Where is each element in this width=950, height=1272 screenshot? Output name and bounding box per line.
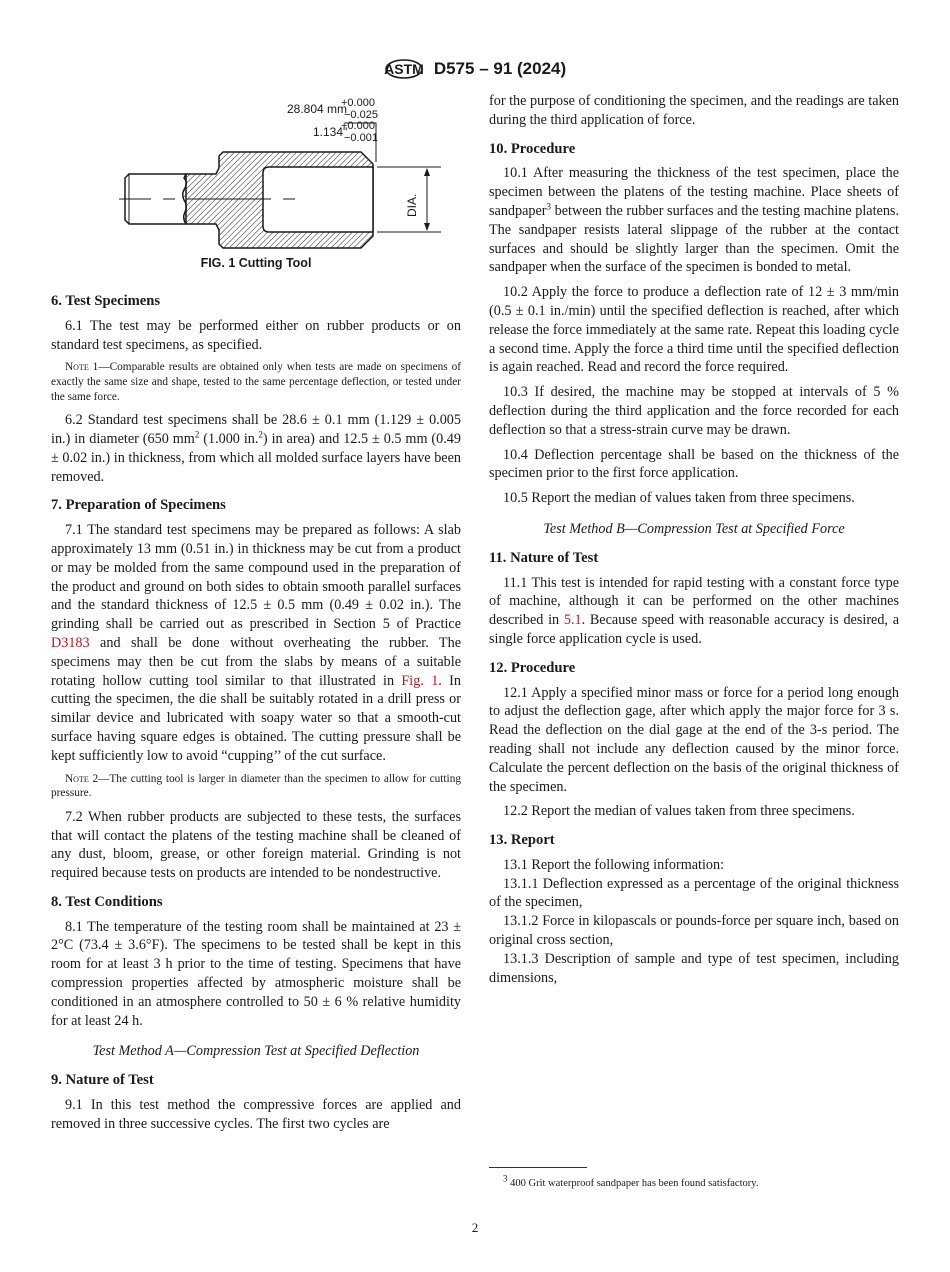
svg-text:+0.000: +0.000 xyxy=(341,120,375,132)
svg-text:−0.025: −0.025 xyxy=(344,109,378,121)
link-5-1[interactable]: 5.1 xyxy=(563,612,582,629)
paragraph-9-1-continued: for the purpose of conditioning the specimen, and the readings are taken during the third application of force. xyxy=(489,93,899,128)
paragraph-10-1: 10.1 After measuring the thickness of the test specimen, place the specimen between the platens of the testing machine. Place sheets of sandpaper$^3$ between the rubber surfaces and the testing machine platens. The sandpaper resists lateral slippage of the rubber at the contact surfaces and should be slightly larger than the specimen. Omit the sandpaper when the surface of the specimen is bonded to metal. xyxy=(489,165,899,276)
paragraph-11-1: 11.1 This test is intended for rapid testing with a constant force type of machine, although it can be performed on the other machines described in 5.1. Because speed with reasonable accuracy is desired, a single force application cycle is used. xyxy=(489,574,899,647)
cutting-tool-diagram xyxy=(51,92,461,257)
method-a-heading: Test Method A—Compression Test at Specified Deflection xyxy=(92,1043,420,1060)
section-11-heading: 11. Nature of Test xyxy=(489,549,599,566)
svg-text:−0.001: −0.001 xyxy=(344,132,378,144)
section-13-heading: 13. Report xyxy=(489,832,555,849)
footnote-divider xyxy=(489,1167,587,1168)
paragraph-10-4: 10.4 Deflection percentage shall be based on the thickness of the specimen prior to the first force application. xyxy=(489,446,899,482)
paragraph-9-1: 9.1 In this test method the compressive forces are applied and removed in three successive cycles. The first two cycles are xyxy=(51,1097,461,1132)
page-number: 2 xyxy=(471,1220,479,1235)
footnote-3: $^3$ 400 Grit waterproof sandpaper has been found satisfactory. xyxy=(503,1173,759,1189)
link-fig-1[interactable]: Fig. 1 xyxy=(401,672,439,689)
note-2: Note 2—The cutting tool is larger in diameter than the specimen to allow for cutting pressure. xyxy=(51,772,461,800)
footnote-ref-3[interactable]: 3 xyxy=(546,201,552,212)
paragraph-13-1-1: 13.1.1 Deflection expressed as a percentage of the original thickness of the specimen, xyxy=(489,875,899,911)
link-d3183[interactable]: D3183 xyxy=(51,634,90,651)
paragraph-10-2: 10.2 Apply the force to produce a deflection rate of 12 ± 3 mm/min (0.5 ± 0.1 in./min) until the specified deflection is reached, after which release the force immediately at the same rate. Repeat this loading cycle a second time. Apply the force a third time until the specified deflection is again reached. Read and record the force required. xyxy=(489,284,899,376)
svg-text:DIA.: DIA. xyxy=(405,193,419,217)
paragraph-13-1: 13.1 Report the following information: xyxy=(503,856,725,873)
paragraph-10-3: 10.3 If desired, the machine may be stopped at intervals of 5 % deflection during the third application and the force recorded for each deflection so that a stress-strain curve may be drawn. xyxy=(489,384,899,438)
paragraph-10-5: 10.5 Report the median of values taken from three specimens. xyxy=(503,490,855,507)
section-10-heading: 10. Procedure xyxy=(489,140,576,157)
section-7-heading: 7. Preparation of Specimens xyxy=(51,497,226,514)
section-6-heading: 6. Test Specimens xyxy=(51,293,161,309)
right-column xyxy=(489,92,899,987)
paragraph-13-1-2: 13.1.2 Force in kilopascals or pounds-force per square inch, based on original cross section, xyxy=(489,913,899,949)
svg-text:ASTM: ASTM xyxy=(383,61,424,77)
section-8-heading: 8. Test Conditions xyxy=(51,893,163,910)
paragraph-7-2: 7.2 When rubber products are subjected to these tests, the surfaces that will contact the platens of the testing machine shall be cleaned of any dust, bloom, grease, or other foreign material. Grinding is not required because tests on products are intended to be nondestructive. xyxy=(51,808,461,882)
figure-cutting-tool xyxy=(51,92,461,282)
astm-logo-icon xyxy=(384,55,424,83)
svg-text:+0.000: +0.000 xyxy=(341,97,375,109)
svg-text:28.804 mm: 28.804 mm xyxy=(287,102,348,116)
figure-caption: FIG. 1 Cutting Tool xyxy=(200,256,312,270)
method-b-heading: Test Method B—Compression Test at Specified Force xyxy=(543,520,845,537)
left-column xyxy=(51,92,461,1140)
paragraph-12-2: 12.2 Report the median of values taken from three specimens. xyxy=(503,803,855,820)
svg-text:1.134": 1.134" xyxy=(313,125,348,139)
paragraph-7-1: 7.1 The standard test specimens may be prepared as follows: A slab approximately 13 mm (0.51 in.) in thickness may be cut from a product or may be molded from the same compound used in the preparation of the product and ground on both sides to obtain smooth parallel surfaces and the standard thickness of 12.5 ± 0.5 mm (0.49 ± 0.02 in.). The grinding shall be carried out as prescribed in Section 5 of Practice D3183 and shall be done without overheating the rubber. The specimens may then be cut from the slabs by means of a suitable rotating hollow cutting tool similar to that illustrated in Fig. 1. In cutting the specimen, the die shall be suitably rotated in a drill press or similar device and lubricated with soapy water so that a smooth-cut surface having square edges is obtained. The cutting pressure shall be kept sufficiently low to avoid “cupping’’ of the cut surface. xyxy=(51,522,461,764)
note-1: Note 1—Comparable results are obtained only when tests are made on specimens of exactly the same size and shape, tested to the same percentage deflection, or tested under the same force. xyxy=(51,361,462,403)
document-id: D575 – 91 (2024) xyxy=(433,59,567,78)
page-header xyxy=(0,55,950,83)
paragraph-6-2: 6.2 Standard test specimens shall be 28.6 ± 0.1 mm (1.129 ± 0.005 in.) in diameter (650 $mm^2$ (1.000 in.$^2$) in area) and 12.5 ± 0.5 mm (0.49 ± 0.02 in.) in thickness, from which all molded surface layers have been removed. xyxy=(51,412,461,485)
paragraph-12-1: 12.1 Apply a specified minor mass or force for a period long enough to adjust the deflection gage, after which apply the major force for 3 s. Read the deflection on the dial gage at the end of the 3-s period. The reading shall not include any deflection caused by the minor force. Calculate the percent deflection on the basis of the original thickness of the specimen. xyxy=(489,684,899,795)
section-9-heading: 9. Nature of Test xyxy=(51,1072,154,1089)
paragraph-6-1: 6.1 The test may be performed either on rubber products or on standard test specimens, as specified. xyxy=(51,317,461,353)
paragraph-13-1-3: 13.1.3 Description of sample and type of test specimen, including dimensions, xyxy=(489,950,899,986)
section-12-heading: 12. Procedure xyxy=(489,659,576,676)
paragraph-8-1: 8.1 The temperature of the testing room shall be maintained at 23 ± 2°C (73.4 ± 3.6°F). The specimens to be tested shall be kept in this room for at least 3 h prior to the time of testing. Specimens that have compression properties affected by atmospheric moisture shall be conditioned in an atmosphere controlled to 50 ± 6 % relative humidity for at least 24 h. xyxy=(51,918,461,1029)
